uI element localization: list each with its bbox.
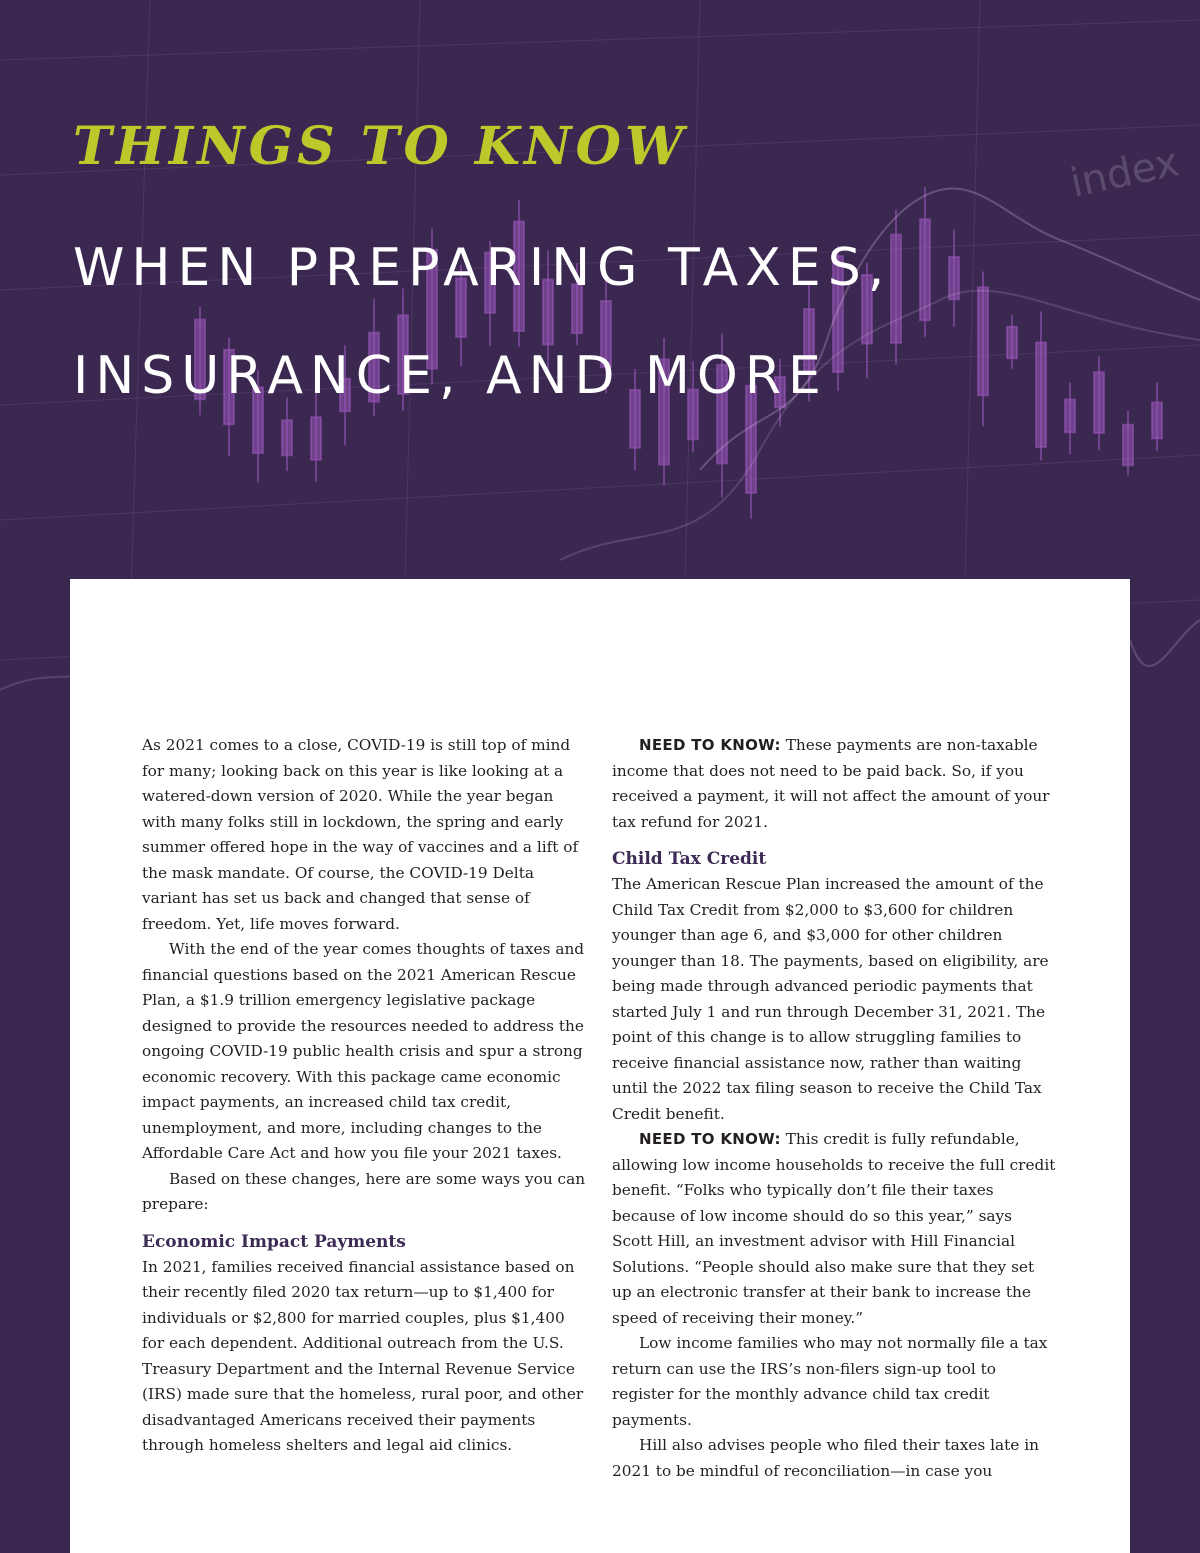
need-to-know-payments-text: These payments are non-taxable income that does not need to be paid back. So, if you received a payment, it will not affect the amount of your tax refund for 2021. [612, 736, 1050, 831]
economic-impact-paragraph: In 2021, families received financial assistance based on their recently filed 2020 tax return—up to $1,400 for individuals or $2,800 for married couples, plus $1,400 for each dependent. Additional outreach from the U.S. Treasury Department and the Internal Revenue Service (IRS) made sure that the homeless, rural poor, and other disadvantaged Americans received their payments through homeless shelters and legal aid clinics. [142, 1257, 584, 1454]
need-to-know-label: NEED TO KNOW: [639, 736, 781, 754]
kicker-title: THINGS TO KNOW [73, 116, 688, 177]
child-tax-credit-paragraph: The American Rescue Plan increased the amount of the Child Tax Credit from $2,000 to $3,600 for children younger than age 6, and $3,000 for other children younger than 18. The payments, based on eligibility, are being made through advanced periodic payments that started July 1 and run through December 31, 2021. The point of this change is to allow struggling families to receive financial assistance now, rather than waiting until the 2022 tax filing season to receive the Child Tax Credit benefit. [612, 875, 1049, 1123]
need-to-know-label: NEED TO KNOW: [639, 1130, 781, 1148]
background-index-text: index [1066, 139, 1184, 207]
need-to-know-credit-text: This credit is fully refundable, allowing low income households to receive the full credit benefit. “Folks who typically don’t file their taxes because of low income should do so this year,” says Scott Hill, an investment advisor with Hill Financial Solutions. “People should also make sure that they set up an electronic transfer at their bank to increase the speed of receiving their money.” [612, 1130, 1056, 1327]
intro-paragraph: As 2021 comes to a close, COVID-19 is still top of mind for many; looking back on this year is like looking at a watered-down version of 2020. While the year began with many folks still in lockdown, the spring and early summer offered hope in the way of vaccines and a lift of the mask mandate. Of course, the COVID-19 Delta variant has set us back and changed that sense of freedom. Yet, life moves forward. [142, 736, 579, 933]
headline-line-1: WHEN PREPARING TAXES, [73, 238, 892, 298]
rescue-plan-paragraph: With the end of the year comes thoughts of taxes and financial questions based on the 2021 American Rescue Plan, a $1.9 trillion emergency legislative package designed to provide the resources needed to address the ongoing COVID-19 public health crisis and spur a strong economic recovery. With this package came economic impact payments, an increased child tax credit, unemployment, and more, including changes to the Affordable Care Act and how you file your 2021 taxes. [142, 940, 585, 1162]
need-to-know-credit [612, 1127, 1057, 1331]
prepare-paragraph: Based on these changes, here are some ways you can prepare: [142, 1169, 586, 1213]
child-tax-credit-heading: Child Tax Credit [612, 849, 767, 869]
need-to-know-payments [612, 733, 1057, 835]
page-title [73, 214, 891, 430]
article-card [70, 579, 1130, 1553]
right-column [612, 733, 1057, 1484]
headline-line-2: INSURANCE, AND MORE [73, 346, 828, 406]
left-column [142, 733, 587, 1459]
reconciliation-paragraph: Hill also advises people who filed their taxes late in 2021 to be mindful of reconciliation—in case you [612, 1436, 1039, 1480]
economic-impact-heading: Economic Impact Payments [142, 1231, 406, 1252]
non-filers-paragraph: Low income families who may not normally file a tax return can use the IRS’s non-filers sign-up tool to register for the monthly advance child tax credit payments. [612, 1334, 1048, 1429]
